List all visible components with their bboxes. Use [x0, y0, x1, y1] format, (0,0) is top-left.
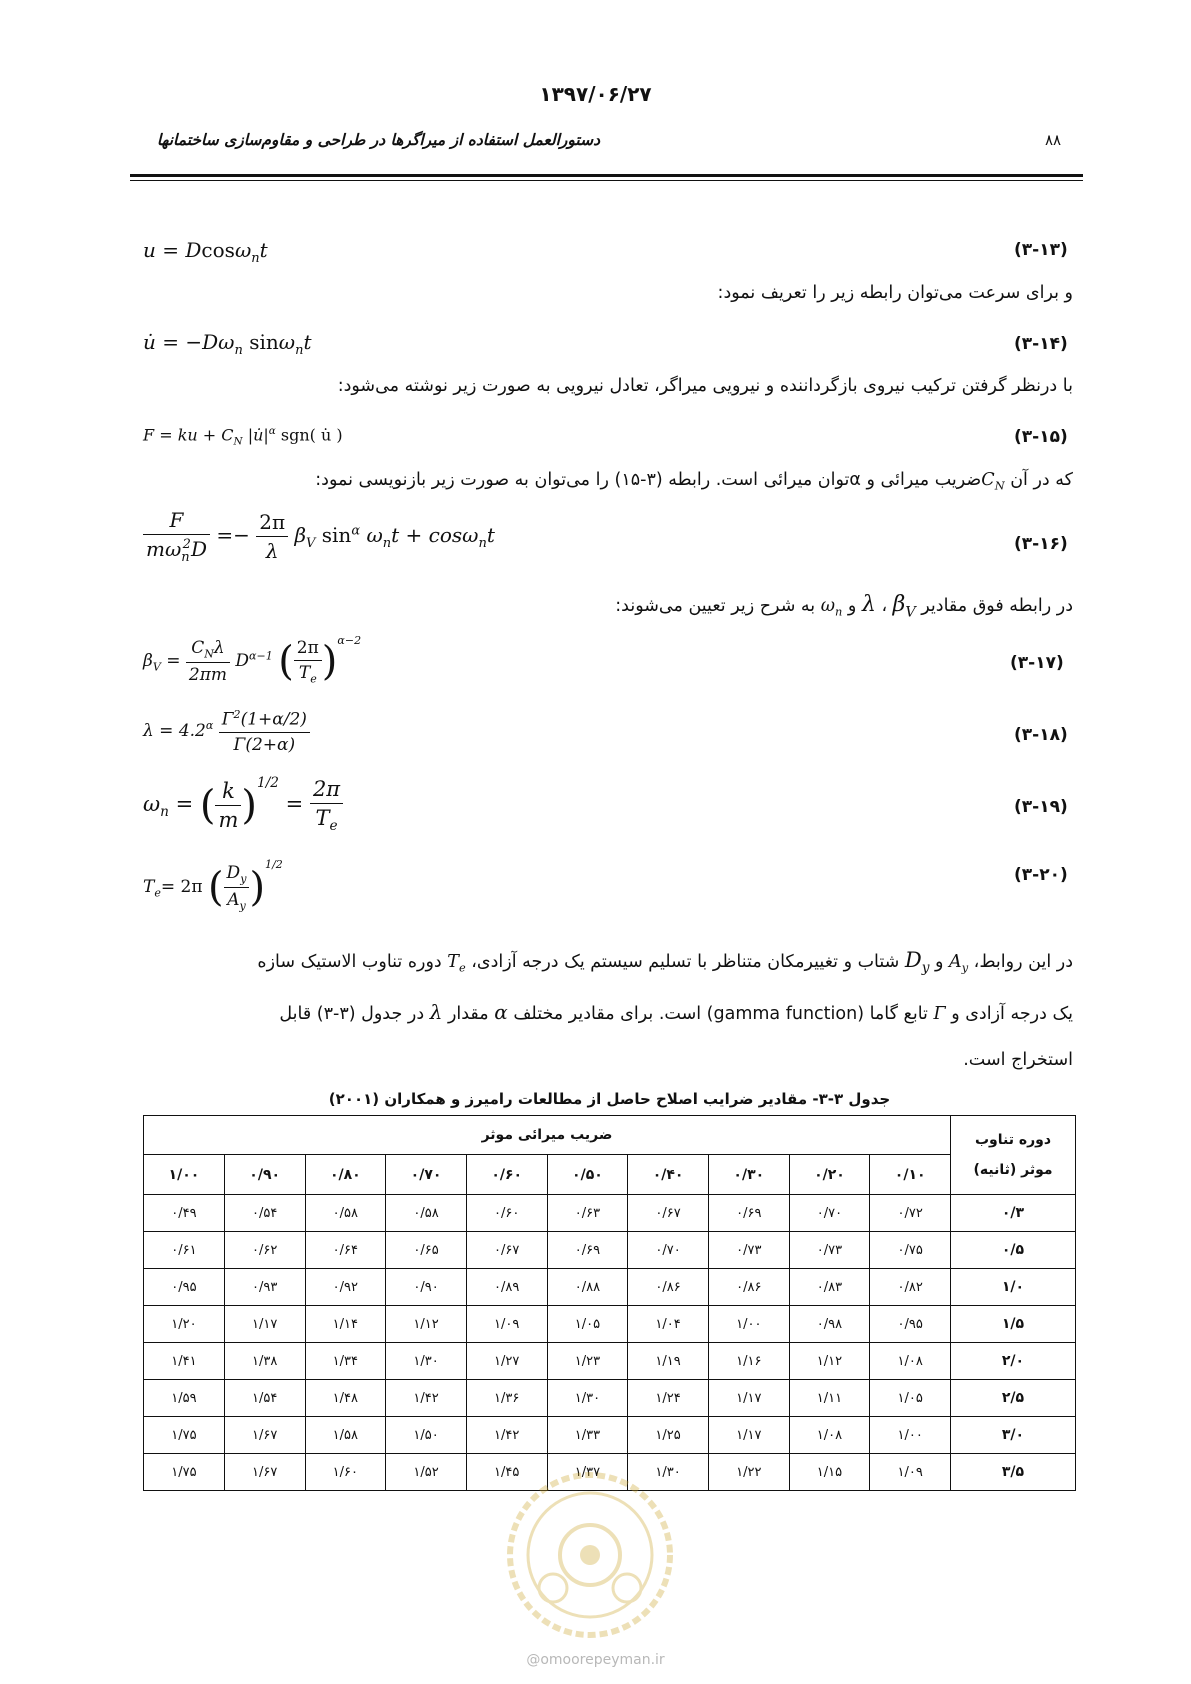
table-cell: ۰/۶۹	[547, 1232, 628, 1269]
damping-coefficient-table	[143, 1115, 1076, 1491]
table-row	[144, 1232, 1076, 1269]
row-period-cell: ۰/۳	[951, 1195, 1076, 1232]
column-header-damping: ۰/۲۰	[789, 1155, 870, 1195]
equation-16: $\frac{F}{m\omega_n^2D}$ =− $\frac{2\pi}{\lambda}$ $\beta_V$ $\sin^\alpha \omega_nt + \cos\omega_nt$	[143, 508, 495, 565]
equation-14-number: (۳-۱۴)	[1014, 334, 1068, 354]
table-cell: ۱/۱۲	[386, 1306, 467, 1343]
column-header-damping: ۰/۶۰	[466, 1155, 547, 1195]
equation-17: $\beta_V$ = $\frac{C_N\lambda}{2\pi m}$ $D^{\alpha-1}$ ( $\frac{2\pi}{T_e}$ )$^{\alpha-2}$	[143, 634, 362, 686]
table-cell: ۰/۶۰	[466, 1195, 547, 1232]
equation-18: $\lambda = 4.2^\alpha$ $\frac{\Gamma^2(1+\alpha/2)}{\Gamma(2+\alpha)}$	[143, 708, 310, 755]
table-cell: ۱/۰۰	[708, 1306, 789, 1343]
table-cell: ۰/۴۹	[144, 1195, 225, 1232]
paragraph-velocity: و برای سرعت می‌توان رابطه زیر را تعریف نمود:	[717, 283, 1073, 303]
table-cell: ۱/۳۷	[547, 1454, 628, 1491]
table-cell: ۰/۹۵	[144, 1269, 225, 1306]
table-cell: ۰/۷۰	[628, 1232, 709, 1269]
equation-15: F = ku + $C_N$ $|u̇|^\alpha$ sgn( u̇ )	[143, 425, 343, 448]
column-header-damping: ۰/۵۰	[547, 1155, 628, 1195]
header-rule-thick	[130, 174, 1083, 177]
equation-13-number: (۳-۱۳)	[1014, 240, 1068, 260]
table-row	[144, 1343, 1076, 1380]
table-cell: ۱/۲۵	[628, 1417, 709, 1454]
table-cell: ۰/۸۸	[547, 1269, 628, 1306]
column-header-damping: ۰/۸۰	[305, 1155, 386, 1195]
table-cell: ۱/۰۵	[870, 1380, 951, 1417]
table-cell: ۰/۷۰	[789, 1195, 870, 1232]
table-cell: ۱/۳۰	[386, 1343, 467, 1380]
table-cell: ۰/۶۳	[547, 1195, 628, 1232]
table-cell: ۱/۰۹	[466, 1306, 547, 1343]
table-cell: ۱/۴۵	[466, 1454, 547, 1491]
equation-19-number: (۳-۱۹)	[1014, 797, 1068, 817]
table-cell: ۰/۶۹	[708, 1195, 789, 1232]
table-cell: ۰/۶۷	[628, 1195, 709, 1232]
table-cell: ۰/۸۹	[466, 1269, 547, 1306]
table-cell: ۱/۳۰	[547, 1380, 628, 1417]
table-row	[144, 1195, 1076, 1232]
table-row	[144, 1417, 1076, 1454]
watermark-seal-icon	[505, 1470, 675, 1640]
table-cell: ۱/۱۴	[305, 1306, 386, 1343]
table-cell: ۱/۲۴	[628, 1380, 709, 1417]
paragraph-equilibrium: با درنظر گرفتن ترکیب نیروی بازگرداننده و نیرویی میراگر، تعادل نیرویی به صورت زیر نوشته می‌شود:	[337, 376, 1073, 396]
row-period-cell: ۰/۵	[951, 1232, 1076, 1269]
header-title: دستورالعمل استفاده از میراگرها در طراحی و مقاوم‌سازی ساختمانها	[156, 131, 600, 149]
column-header-damping: ۰/۹۰	[224, 1155, 305, 1195]
paragraph-definitions-line1: در این روابط، $A_y$ و $D_y$ شتاب و تغییرمکان متناظر با تسلیم سیستم یک درجه آزادی، $T_e$ دوره تناوب الاستیک سازه	[257, 948, 1073, 977]
table-cell: ۱/۳۶	[466, 1380, 547, 1417]
table-cell: ۱/۱۷	[224, 1306, 305, 1343]
header-damping: ضریب میرائی موثر	[144, 1116, 951, 1155]
table-cell: ۱/۳۴	[305, 1343, 386, 1380]
equation-19: $\omega_n$ = ( $\frac{k}{m}$ )$^{1/2}$ = $\frac{2\pi}{T_e}$	[143, 775, 343, 834]
table-cell: ۰/۹۰	[386, 1269, 467, 1306]
table-cell: ۱/۵۰	[386, 1417, 467, 1454]
table-cell: ۱/۶۷	[224, 1417, 305, 1454]
column-header-damping: ۰/۳۰	[708, 1155, 789, 1195]
table-header-row-1	[144, 1116, 1076, 1155]
row-period-cell: ۲/۵	[951, 1380, 1076, 1417]
equation-14: u̇ = $-D\omega_n$ sinω$_n$t	[143, 330, 312, 358]
header-period	[951, 1116, 1076, 1195]
equation-20: $T_e= 2\pi$ ( $\frac{D_y}{A_y}$ )$^{1/2}$	[143, 858, 283, 913]
table-cell: ۱/۴۲	[466, 1417, 547, 1454]
table-cell: ۰/۶۴	[305, 1232, 386, 1269]
paragraph-damping-coefficient: که در آن $C_Nضریب$ میرائی و αتوان میرائی است. رابطه (۳-۱۵) را می‌توان به صورت زیر بازنویسی نمود:	[315, 470, 1073, 493]
table-cell: ۰/۹۵	[870, 1306, 951, 1343]
table-cell: ۱/۲۷	[466, 1343, 547, 1380]
table-cell: ۱/۰۴	[628, 1306, 709, 1343]
table-cell: ۰/۸۳	[789, 1269, 870, 1306]
table-cell: ۱/۰۸	[789, 1417, 870, 1454]
table-cell: ۱/۳۸	[224, 1343, 305, 1380]
table-cell: ۱/۳۰	[628, 1454, 709, 1491]
table-cell: ۰/۵۸	[386, 1195, 467, 1232]
header-period-line2: موثر (ثانیه)	[973, 1162, 1053, 1178]
header-date: ۱۳۹۷/۰۶/۲۷	[539, 82, 652, 106]
table-cell: ۱/۱۵	[789, 1454, 870, 1491]
table-cell: ۱/۴۸	[305, 1380, 386, 1417]
table-cell: ۰/۷۵	[870, 1232, 951, 1269]
table-cell: ۱/۱۷	[708, 1380, 789, 1417]
equation-18-number: (۳-۱۸)	[1014, 725, 1068, 745]
equation-15-number: (۳-۱۵)	[1014, 427, 1068, 447]
table-cell: ۰/۸۶	[628, 1269, 709, 1306]
table-header-row-2	[144, 1155, 1076, 1195]
table-cell: ۱/۱۲	[789, 1343, 870, 1380]
table-cell: ۱/۱۶	[708, 1343, 789, 1380]
row-period-cell: ۱/۵	[951, 1306, 1076, 1343]
table-cell: ۰/۹۸	[789, 1306, 870, 1343]
table-cell: ۱/۵۹	[144, 1380, 225, 1417]
table-cell: ۱/۲۳	[547, 1343, 628, 1380]
table-cell: ۰/۵۸	[305, 1195, 386, 1232]
header-rule-thin	[130, 180, 1083, 181]
table-row	[144, 1306, 1076, 1343]
table-cell: ۱/۳۳	[547, 1417, 628, 1454]
table-cell: ۰/۵۴	[224, 1195, 305, 1232]
paragraph-definitions-line3: استخراج است.	[963, 1050, 1073, 1070]
table-cell: ۱/۵۸	[305, 1417, 386, 1454]
column-header-damping: ۰/۷۰	[386, 1155, 467, 1195]
paragraph-definitions-line2: یک درجه آزادی و Γ تابع گاما (gamma function) است. برای مقادیر مختلف α مقدار λ در جدول (۳-۳) قابل	[279, 1000, 1073, 1024]
table-cell: ۰/۹۳	[224, 1269, 305, 1306]
table-cell: ۱/۲۲	[708, 1454, 789, 1491]
table-cell: ۰/۶۱	[144, 1232, 225, 1269]
table-cell: ۰/۹۲	[305, 1269, 386, 1306]
table-cell: ۱/۴۱	[144, 1343, 225, 1380]
page-number: ۸۸	[1045, 131, 1062, 149]
table-cell: ۰/۷۳	[708, 1232, 789, 1269]
table-cell: ۱/۰۹	[870, 1454, 951, 1491]
table-cell: ۱/۲۰	[144, 1306, 225, 1343]
paragraph-parameters: در رابطه فوق مقادیر λ ، $\beta_V$ و $\omega_n$ به شرح زیر تعیین می‌شوند:	[615, 592, 1073, 621]
table-cell: ۰/۶۲	[224, 1232, 305, 1269]
row-period-cell: ۳/۵	[951, 1454, 1076, 1491]
table-cell: ۱/۶۰	[305, 1454, 386, 1491]
table-cell: ۰/۶۵	[386, 1232, 467, 1269]
table-cell: ۰/۷۳	[789, 1232, 870, 1269]
header-period-line1: دوره تناوب	[974, 1132, 1052, 1148]
column-header-damping: ۰/۴۰	[628, 1155, 709, 1195]
table-row	[144, 1269, 1076, 1306]
column-header-damping: ۰/۱۰	[870, 1155, 951, 1195]
table-cell: ۱/۱۹	[628, 1343, 709, 1380]
watermark-url: @omoorepeyman.ir	[526, 1652, 665, 1668]
table-cell: ۱/۵۲	[386, 1454, 467, 1491]
table-cell: ۰/۸۶	[708, 1269, 789, 1306]
table-cell: ۱/۵۴	[224, 1380, 305, 1417]
table-cell: ۱/۰۰	[870, 1417, 951, 1454]
table-cell: ۱/۰۵	[547, 1306, 628, 1343]
equation-13: u = Dcosω$_n$t	[143, 238, 268, 266]
equation-20-number: (۳-۲۰)	[1014, 865, 1068, 885]
table-row	[144, 1380, 1076, 1417]
equation-17-number: (۳-۱۷)	[1010, 653, 1064, 673]
row-period-cell: ۲/۰	[951, 1343, 1076, 1380]
table-cell: ۰/۸۲	[870, 1269, 951, 1306]
table-cell: ۱/۷۵	[144, 1454, 225, 1491]
table-cell: ۰/۶۷	[466, 1232, 547, 1269]
table-caption: جدول ۳-۳- مقادیر ضرایب اصلاح حاصل از مطالعات رامیرز و همکاران (۲۰۰۱)	[328, 1090, 891, 1108]
row-period-cell: ۱/۰	[951, 1269, 1076, 1306]
equation-16-number: (۳-۱۶)	[1014, 534, 1068, 554]
row-period-cell: ۳/۰	[951, 1417, 1076, 1454]
table-cell: ۱/۱۷	[708, 1417, 789, 1454]
table-cell: ۱/۷۵	[144, 1417, 225, 1454]
table-cell: ۱/۶۷	[224, 1454, 305, 1491]
column-header-damping: ۱/۰۰	[144, 1155, 225, 1195]
table-cell: ۰/۷۲	[870, 1195, 951, 1232]
table-cell: ۱/۱۱	[789, 1380, 870, 1417]
table-cell: ۱/۴۲	[386, 1380, 467, 1417]
table-cell: ۱/۰۸	[870, 1343, 951, 1380]
